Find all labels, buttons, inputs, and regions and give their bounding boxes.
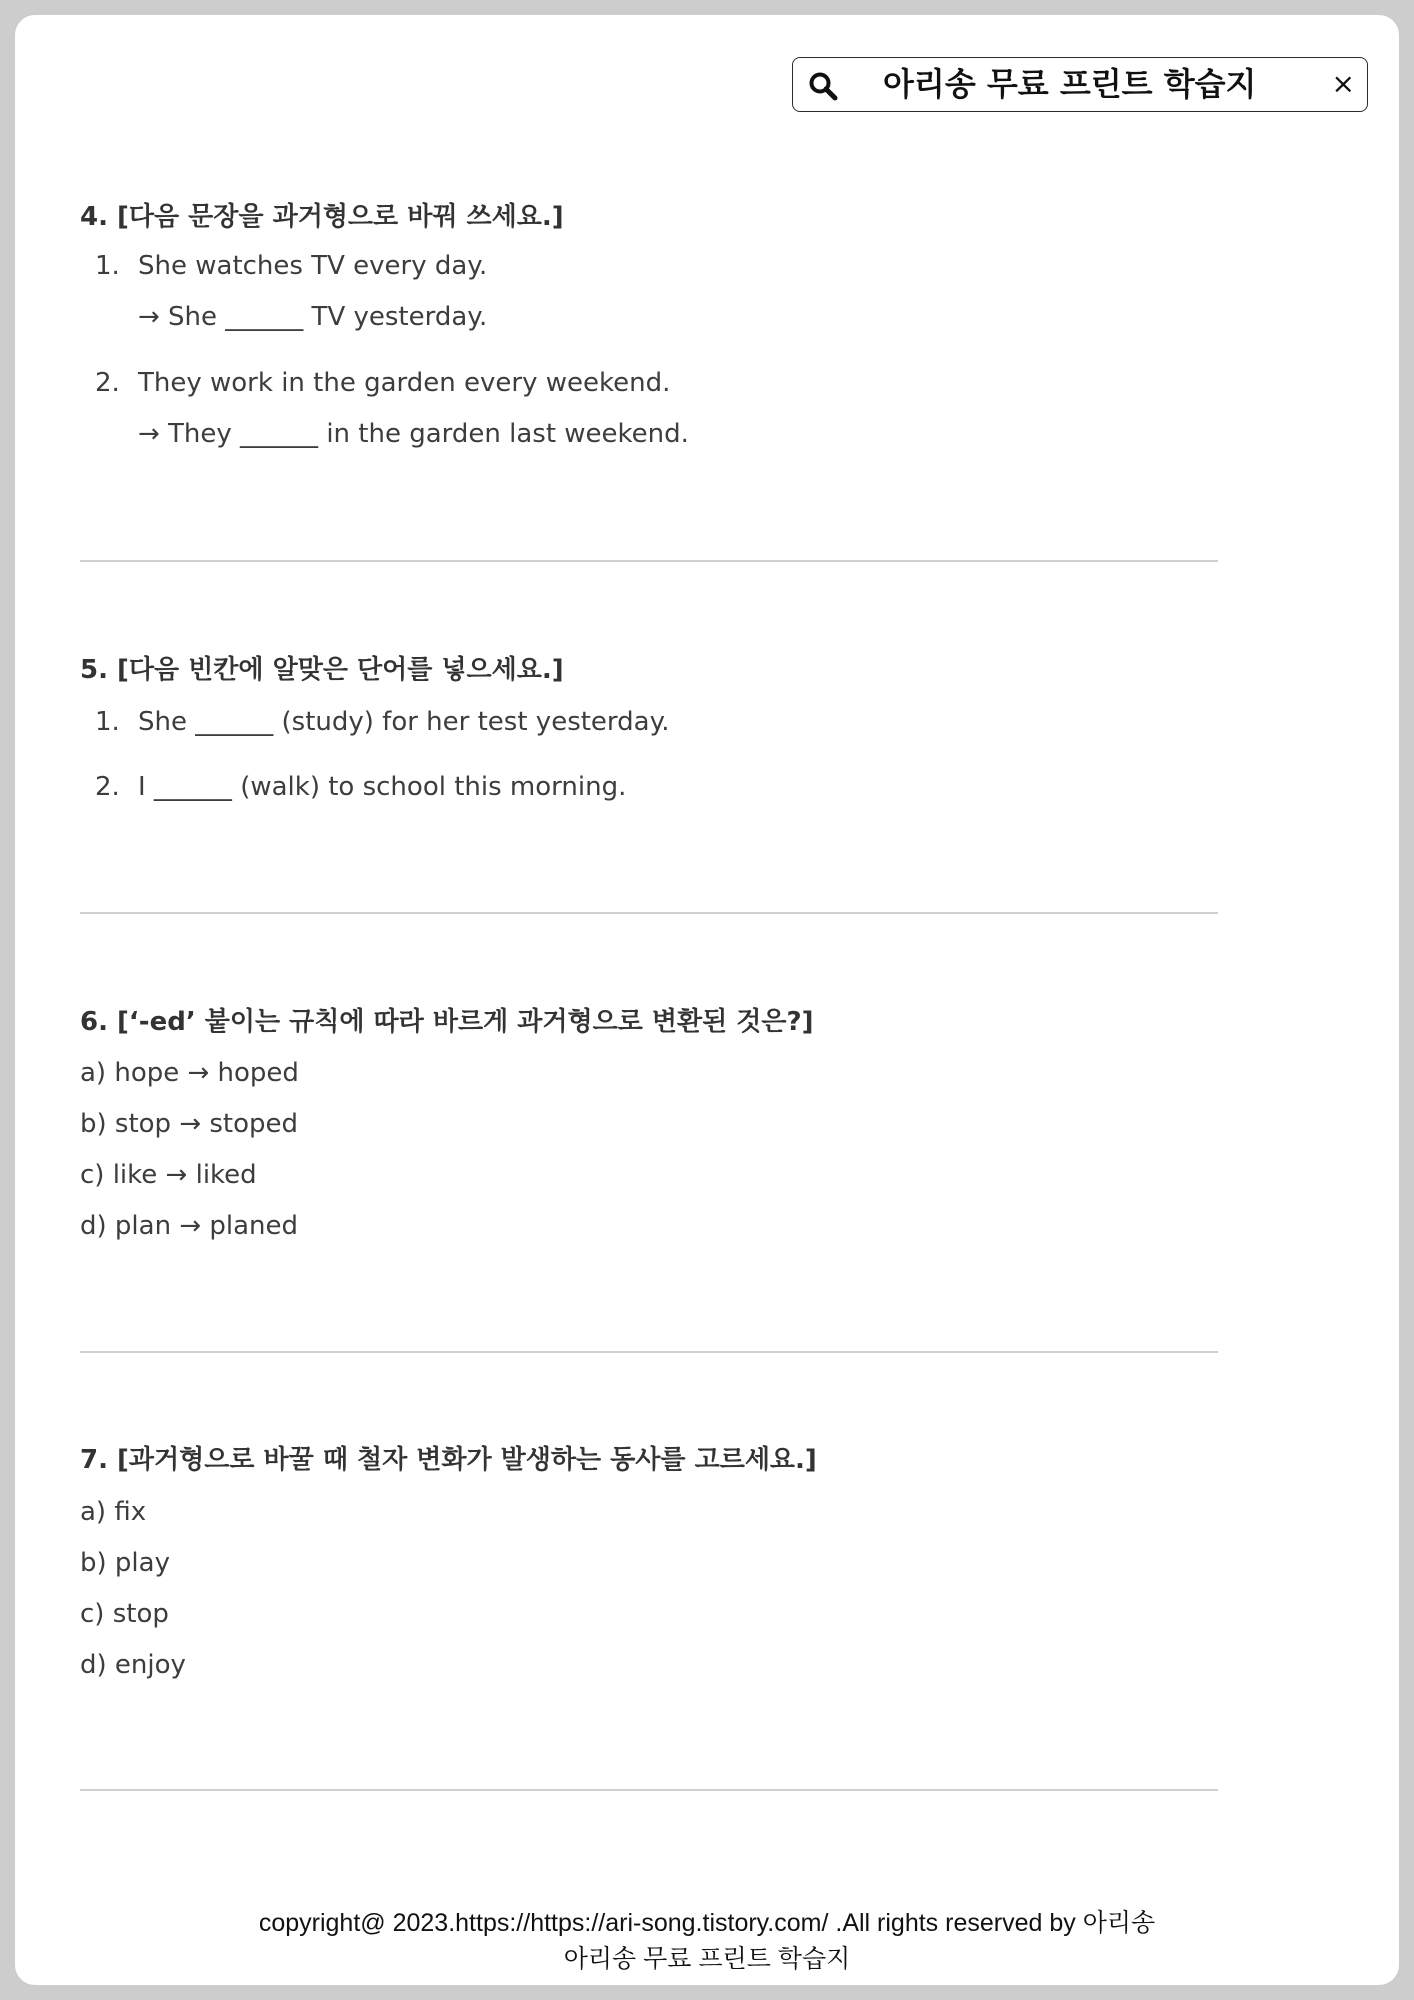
question-title: 7. [과거형으로 바꿀 때 철자 변화가 발생하는 동사를 고르세요.] <box>80 1445 817 1475</box>
item-sentence: They work in the garden every weekend. <box>138 368 671 398</box>
item-answer-line: → They ______ in the garden last weekend. <box>138 419 689 449</box>
option-d: d) enjoy <box>80 1650 186 1680</box>
item-number: 1. <box>95 707 120 737</box>
search-bar[interactable] <box>792 57 1368 112</box>
option-c: c) like → liked <box>80 1160 257 1190</box>
option-b: b) play <box>80 1548 170 1578</box>
option-b: b) stop → stoped <box>80 1109 299 1139</box>
question-title: 4. [다음 문장을 과거형으로 바꿔 쓰세요.] <box>80 202 564 232</box>
section-divider <box>80 912 1218 914</box>
option-c: c) stop <box>80 1599 169 1629</box>
close-icon[interactable]: × <box>1331 67 1355 100</box>
worksheet-page <box>15 15 1399 1985</box>
item-sentence: She ______ (study) for her test yesterday. <box>138 707 670 737</box>
item-number: 2. <box>95 772 120 802</box>
item-sentence: She watches TV every day. <box>138 251 488 281</box>
item-number: 2. <box>95 368 120 398</box>
option-a: a) hope → hoped <box>80 1058 299 1088</box>
question-5 <box>80 653 1240 813</box>
search-text[interactable]: 아리송 무료 프린트 학습지 <box>883 65 1257 103</box>
item-answer-line: → She ______ TV yesterday. <box>138 302 488 332</box>
question-4 <box>80 200 1240 460</box>
search-icon[interactable] <box>807 70 839 102</box>
section-divider <box>80 1351 1218 1353</box>
question-6 <box>80 1005 1240 1252</box>
question-title: 6. [‘-ed’ 붙이는 규칙에 따라 바르게 과거형으로 변환된 것은?] <box>80 1007 814 1037</box>
section-divider <box>80 560 1218 562</box>
question-item <box>80 762 1240 813</box>
section-divider <box>80 1789 1218 1791</box>
copyright-text: copyright@ 2023.https://https://ari-song.tistory.com/ .All rights reserved by 아리송 <box>258 1909 1156 1937</box>
option-a: a) fix <box>80 1497 147 1527</box>
question-item <box>80 241 1240 343</box>
question-title: 5. [다음 빈칸에 알맞은 단어를 넣으세요.] <box>80 655 564 685</box>
question-item <box>80 358 1240 460</box>
footer-brand: 아리송 무료 프린트 학습지 <box>563 1945 851 1973</box>
option-d: d) plan → planed <box>80 1211 299 1241</box>
question-7 <box>80 1443 1240 1691</box>
item-number: 1. <box>95 251 120 281</box>
footer <box>0 1905 1414 1977</box>
item-sentence: I ______ (walk) to school this morning. <box>138 772 627 802</box>
question-item <box>80 697 1240 748</box>
